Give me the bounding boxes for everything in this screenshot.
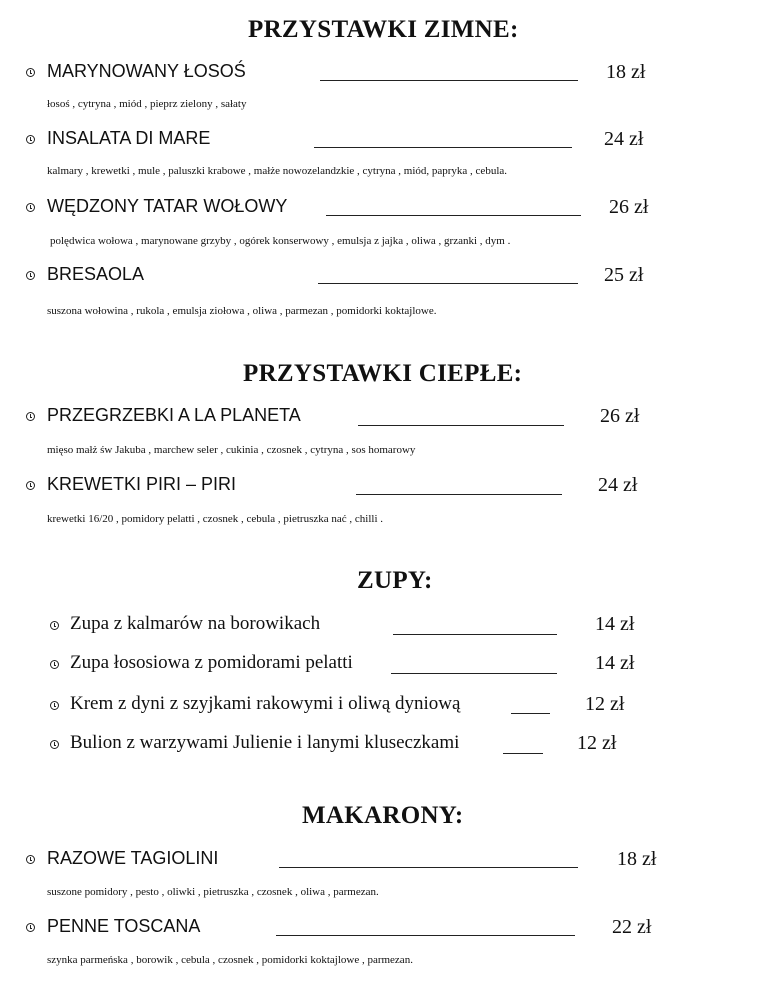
soup-item-name: Krem z dyni z szyjkami rakowymi i oliwą dyniową bbox=[70, 693, 461, 714]
menu-item-description: łosoś , cytryna , miód , pieprz zielony , sałaty bbox=[47, 98, 247, 110]
clock-bullet-icon bbox=[26, 855, 35, 864]
menu-item-description: suszona wołowina , rukola , emulsja ziołowa , oliwa , parmezan , pomidorki koktajlowe. bbox=[47, 305, 437, 317]
soup-item-name: Bulion z warzywami Julienie i lanymi kluseczkami bbox=[70, 732, 460, 753]
menu-item-name: MARYNOWANY ŁOSOŚ bbox=[47, 61, 246, 81]
leader-line bbox=[358, 425, 564, 426]
soup-item-name: Zupa z kalmarów na borowikach bbox=[70, 613, 321, 634]
soup-item-price: 14 zł bbox=[595, 613, 635, 635]
soup-item-name: Zupa łososiowa z pomidorami pelatti bbox=[70, 652, 353, 673]
clock-bullet-icon bbox=[26, 135, 35, 144]
menu-item-price: 18 zł bbox=[617, 848, 657, 870]
clock-bullet-icon bbox=[50, 621, 59, 630]
section-title-hot-starters: PRZYSTAWKI CIEPŁE: bbox=[243, 360, 523, 387]
menu-item-description: mięso małż św Jakuba , marchew seler , cukinia , czosnek , cytryna , sos homarowy bbox=[47, 444, 416, 456]
section-title-pasta: MAKARONY: bbox=[302, 802, 464, 829]
menu-item-price: 22 zł bbox=[612, 916, 652, 938]
menu-item-name: KREWETKI PIRI – PIRI bbox=[47, 474, 237, 494]
clock-bullet-icon bbox=[26, 481, 35, 490]
menu-item-name: BRESAOLA bbox=[47, 264, 145, 284]
leader-line bbox=[279, 867, 578, 868]
menu-item-description: polędwica wołowa , marynowane grzyby , ogórek konserwowy , emulsja z jajka , oliwa , grzanki , dym . bbox=[50, 235, 511, 247]
leader-line bbox=[326, 215, 581, 216]
menu-item-price: 24 zł bbox=[604, 128, 644, 150]
leader-line bbox=[318, 283, 578, 284]
section-title-cold-starters: PRZYSTAWKI ZIMNE: bbox=[248, 16, 519, 43]
menu-item-name: WĘDZONY TATAR WOŁOWY bbox=[47, 196, 288, 216]
clock-bullet-icon bbox=[26, 68, 35, 77]
menu-item-price: 24 zł bbox=[598, 474, 638, 496]
menu-item-price: 26 zł bbox=[600, 405, 640, 427]
clock-bullet-icon bbox=[26, 923, 35, 932]
leader-line bbox=[314, 147, 572, 148]
soup-item-price: 12 zł bbox=[577, 732, 617, 754]
clock-bullet-icon bbox=[50, 660, 59, 669]
menu-item-price: 18 zł bbox=[606, 61, 646, 83]
soup-item-price: 12 zł bbox=[585, 693, 625, 715]
menu-item-description: suszone pomidory , pesto , oliwki , pietruszka , czosnek , oliwa , parmezan. bbox=[47, 886, 379, 898]
menu-item-name: INSALATA DI MARE bbox=[47, 128, 211, 148]
leader-line bbox=[393, 634, 557, 635]
soup-item-price: 14 zł bbox=[595, 652, 635, 674]
clock-bullet-icon bbox=[50, 701, 59, 710]
leader-line bbox=[320, 80, 578, 81]
leader-line bbox=[391, 673, 557, 674]
menu-item-description: kalmary , krewetki , mule , paluszki krabowe , małże nowozelandzkie , cytryna , miód, papryka , cebula. bbox=[47, 165, 508, 177]
section-title-soups: ZUPY: bbox=[357, 567, 433, 594]
leader-line bbox=[356, 494, 562, 495]
clock-bullet-icon bbox=[26, 412, 35, 421]
menu-item-price: 26 zł bbox=[609, 196, 649, 218]
menu-item-name: PENNE TOSCANA bbox=[47, 916, 201, 936]
leader-line bbox=[511, 713, 550, 714]
clock-bullet-icon bbox=[26, 271, 35, 280]
leader-line bbox=[503, 753, 543, 754]
leader-line bbox=[276, 935, 575, 936]
menu-item-price: 25 zł bbox=[604, 264, 644, 286]
clock-bullet-icon bbox=[26, 203, 35, 212]
menu-item-name: PRZEGRZEBKI A LA PLANETA bbox=[47, 405, 301, 425]
clock-bullet-icon bbox=[50, 740, 59, 749]
menu-item-description: szynka parmeńska , borowik , cebula , czosnek , pomidorki koktajlowe , parmezan. bbox=[47, 954, 413, 966]
menu-item-name: RAZOWE TAGIOLINI bbox=[47, 848, 219, 868]
menu-item-description: krewetki 16/20 , pomidory pelatti , czosnek , cebula , pietruszka nać , chilli . bbox=[47, 513, 384, 525]
